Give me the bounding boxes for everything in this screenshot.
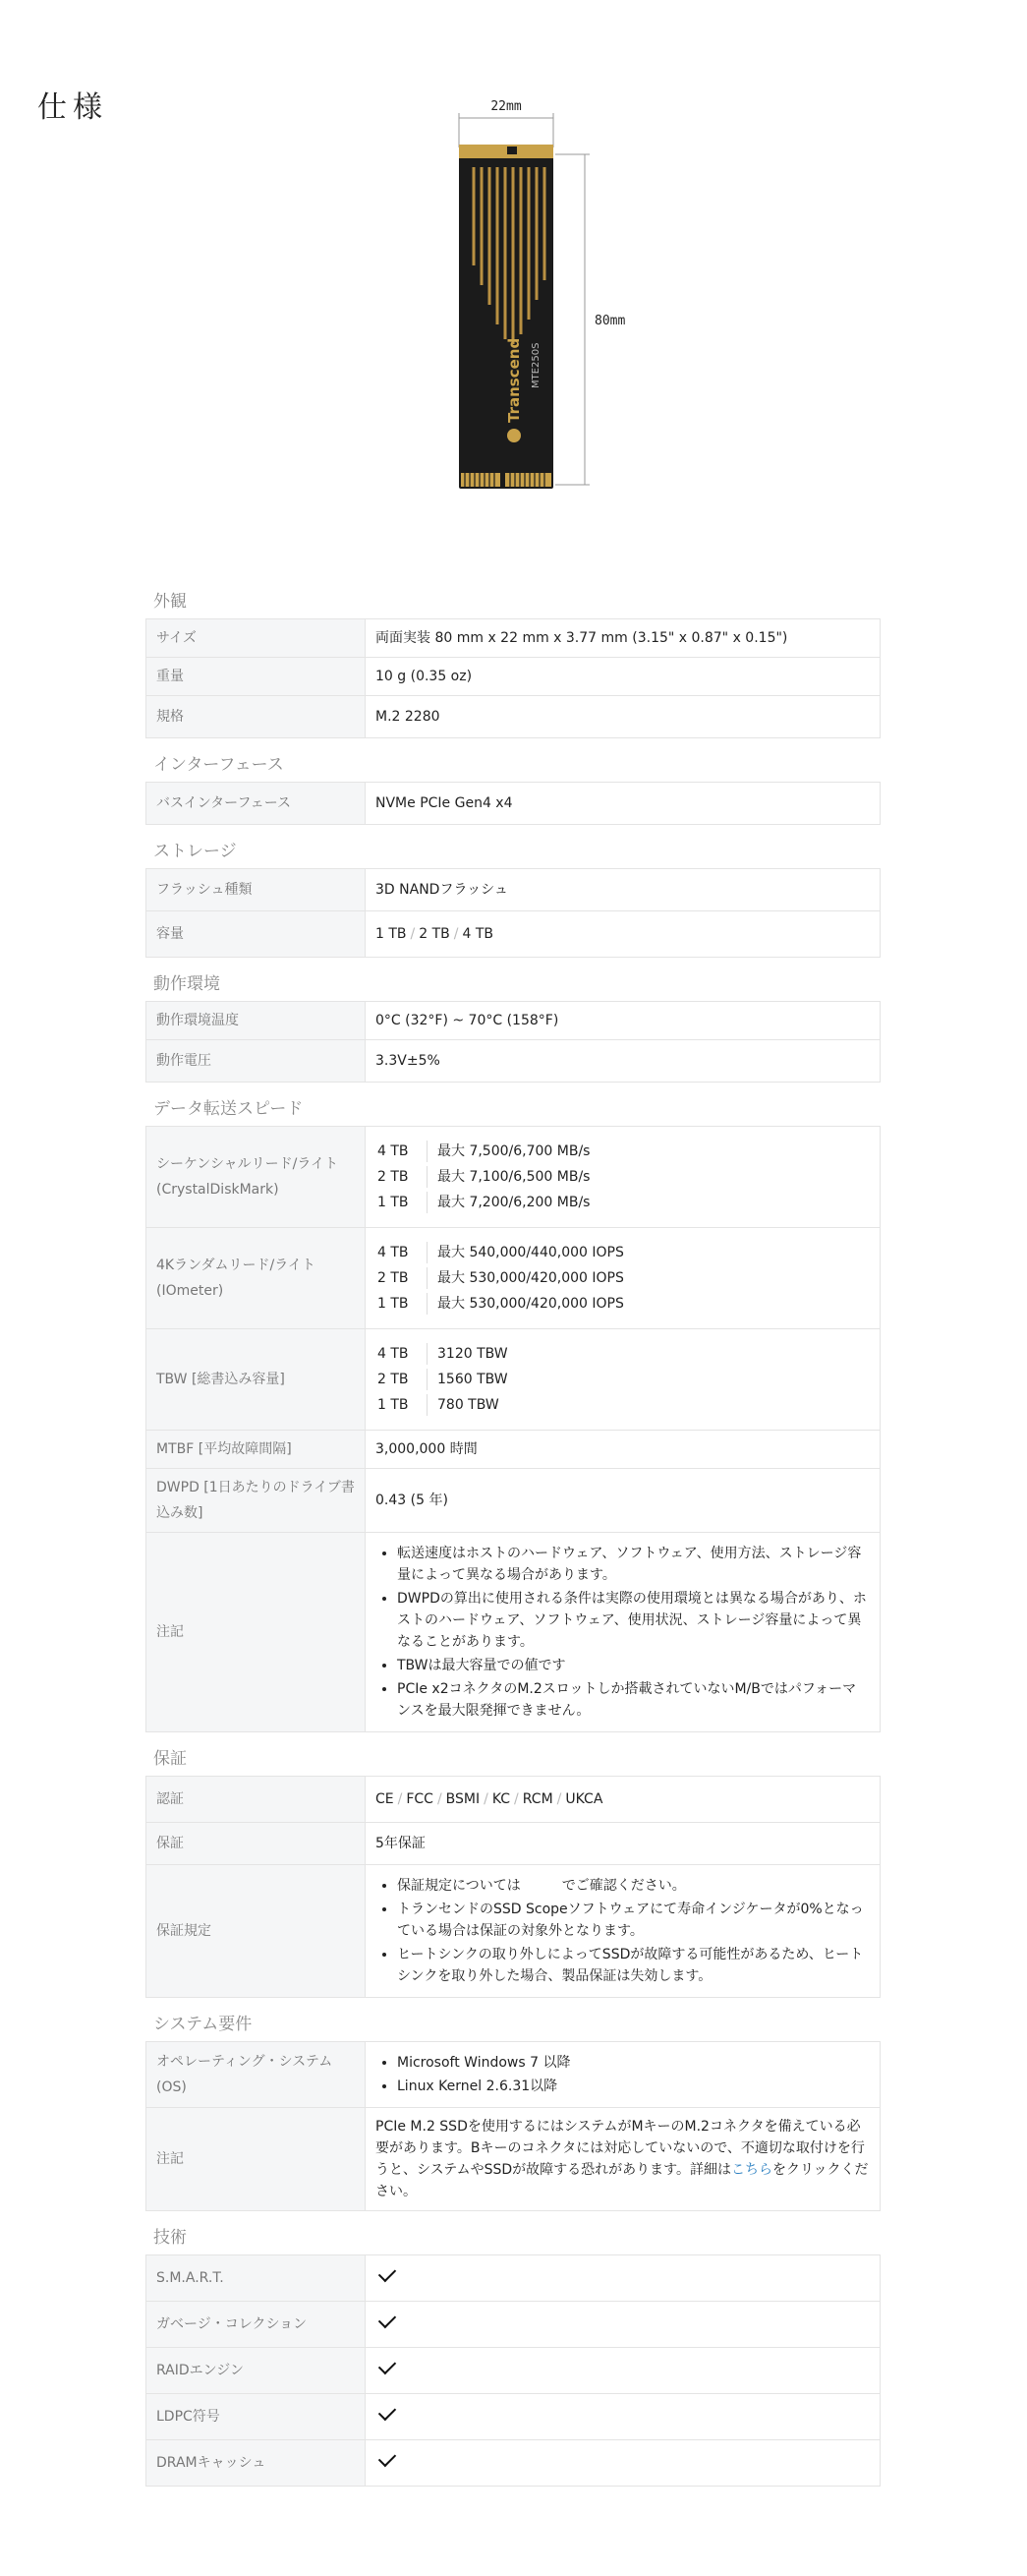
row-label: DRAMキャッシュ: [146, 2440, 366, 2487]
row-label: 保証規定: [146, 1865, 366, 1998]
row-label: 重量: [146, 658, 366, 696]
row-label: シーケンシャルリード/ライト (CrystalDiskMark): [146, 1127, 366, 1228]
row-label: MTBF [平均故障間隔]: [146, 1431, 366, 1469]
speed-notes-list: [375, 1543, 870, 1722]
table-row: [146, 1865, 881, 1998]
table-row: [146, 1533, 881, 1732]
row-label: サイズ: [146, 619, 366, 658]
table-row: [146, 1823, 881, 1865]
table-row: [146, 1040, 881, 1083]
section-title-technology: 技術: [153, 2228, 187, 2248]
row-label: TBW [総書込み容量]: [146, 1329, 366, 1431]
check-icon: [378, 2264, 396, 2282]
table-row: [146, 1127, 881, 1228]
row-label: 保証: [146, 1823, 366, 1865]
table-row: [146, 2440, 881, 2487]
row-label: 規格: [146, 696, 366, 738]
table-row: [146, 2348, 881, 2394]
row-label: ガベージ・コレクション: [146, 2302, 366, 2348]
list-item: • PCIe x2コネクタのM.2スロットしか搭載されていないM/Bではパフォーマンスを最大限発揮できません。: [397, 1678, 870, 1722]
list-item: • 転送速度はホストのハードウェア、ソフトウェア、使用方法、ストレージ容量によって異なる場合があります。: [397, 1543, 870, 1586]
row-label: S.M.A.R.T.: [146, 2255, 366, 2302]
section-title-environment: 動作環境: [153, 974, 220, 994]
table-row: [146, 2394, 881, 2440]
row-value: 10 g (0.35 oz): [366, 658, 881, 696]
table-row: [146, 2108, 881, 2211]
table-warranty: [145, 1776, 881, 1998]
row-value: 5年保証: [366, 1823, 881, 1865]
brand-logo: Transcend: [505, 337, 523, 423]
row-value: 3.3V±5%: [366, 1040, 881, 1083]
row-value: 両面実装 80 mm x 22 mm x 3.77 mm (3.15" x 0.87" x 0.15"): [366, 619, 881, 658]
row-value: 0°C (32°F) ~ 70°C (158°F): [366, 1002, 881, 1040]
row-value: 1 TB / 2 TB / 4 TB: [366, 911, 881, 958]
list-item: • TBWは最大容量での値です: [397, 1655, 870, 1676]
list-item: • DWPDの算出に使用される条件は実際の使用環境とは異なる場合があり、ホストのハードウェア、ソフトウェア、使用状況、ストレージ容量によって異なることがあります。: [397, 1588, 870, 1653]
table-technology: [145, 2254, 881, 2487]
row-label: 認証: [146, 1777, 366, 1823]
table-storage: [145, 868, 881, 958]
warranty-notes-list: [375, 1875, 870, 1987]
check-icon: [378, 2357, 396, 2374]
row-value: NVMe PCIe Gen4 x4: [366, 783, 881, 825]
capacity-4tb: 4 TB: [462, 926, 493, 942]
random-speed-list: 4 TB 最大 540,000/440,000 IOPS 2 TB 最大 530,000/420,000 IOPS 1 TB 最大 530,000/420,000 IOPS: [375, 1238, 870, 1318]
tbw-list: 4 TB 3120 TBW 2 TB 1560 TBW 1 TB 780 TBW: [375, 1339, 870, 1420]
table-row: [146, 869, 881, 911]
row-value: 0.43 (5 年): [366, 1469, 881, 1533]
section-title-system: システム要件: [153, 2015, 253, 2034]
table-row: [146, 658, 881, 696]
section-title-exterior: 外観: [153, 592, 187, 612]
table-row: [146, 1469, 881, 1533]
row-value: M.2 2280: [366, 696, 881, 738]
row-label: 注記: [146, 1533, 366, 1732]
table-system: [145, 2041, 881, 2211]
row-value: CE / FCC / BSMI / KC / RCM / UKCA: [366, 1777, 881, 1823]
table-environment: [145, 1001, 881, 1083]
row-label: 容量: [146, 911, 366, 958]
table-speed: [145, 1126, 881, 1732]
capacity-2tb: 2 TB: [419, 926, 450, 942]
list-item: • トランセンドのSSD Scopeソフトウェアにて寿命インジケータが0%となっている場合は保証の対象外となります。: [397, 1899, 870, 1942]
spec-tables: [145, 585, 881, 2496]
row-value: 3,000,000 時間: [366, 1431, 881, 1469]
table-row: [146, 1431, 881, 1469]
table-row: [146, 1002, 881, 1040]
row-value: PCIe M.2 SSDを使用するにはシステムがMキーのM.2コネクタを備えている必要があります。Bキーのコネクタには対応していないので、不適切な取付けを行うと、システムやSSDが故障する恐れがあります。詳細はこちらをクリックください。: [366, 2108, 881, 2211]
list-item: • 保証規定については でご確認ください。: [397, 1875, 870, 1897]
capacity-1tb: 1 TB: [375, 926, 407, 942]
table-row: [146, 619, 881, 658]
list-item: • ヒートシンクの取り外しによってSSDが故障する可能性があるため、ヒートシンクを取り外した場合、製品保証は失効します。: [397, 1944, 870, 1987]
check-icon: [378, 2449, 396, 2467]
height-label: 80mm: [595, 314, 626, 328]
section-title-interface: インターフェース: [153, 755, 284, 775]
row-label: 動作環境温度: [146, 1002, 366, 1040]
table-row: [146, 1329, 881, 1431]
details-link[interactable]: こちら: [731, 2162, 773, 2178]
check-icon: [378, 2403, 396, 2421]
table-row: [146, 1228, 881, 1329]
list-item: • Linux Kernel 2.6.31以降: [397, 2076, 870, 2097]
product-image: [432, 93, 649, 506]
row-label: 注記: [146, 2108, 366, 2211]
table-interface: [145, 782, 881, 825]
table-row: [146, 2302, 881, 2348]
row-label: オペレーティング・システム (OS): [146, 2042, 366, 2108]
table-row: [146, 2255, 881, 2302]
row-label: RAIDエンジン: [146, 2348, 366, 2394]
row-label: LDPC符号: [146, 2394, 366, 2440]
table-row: [146, 2042, 881, 2108]
check-icon: [378, 2311, 396, 2328]
table-row: [146, 696, 881, 738]
row-label: フラッシュ種類: [146, 869, 366, 911]
seq-speed-list: 4 TB 最大 7,500/6,700 MB/s 2 TB 最大 7,100/6,500 MB/s 1 TB 最大 7,200/6,200 MB/s: [375, 1137, 870, 1217]
table-row: [146, 783, 881, 825]
model-label: MTE250S: [531, 342, 542, 388]
width-label: 22mm: [490, 99, 522, 114]
table-row: [146, 911, 881, 958]
row-label: DWPD [1日あたりのドライブ書込み数]: [146, 1469, 366, 1533]
table-row: [146, 1777, 881, 1823]
row-value: 3D NANDフラッシュ: [366, 869, 881, 911]
list-item: • Microsoft Windows 7 以降: [397, 2052, 870, 2074]
section-title-storage: ストレージ: [153, 842, 237, 861]
row-label: バスインターフェース: [146, 783, 366, 825]
os-list: [375, 2052, 870, 2097]
row-label: 4Kランダムリード/ライト (IOmeter): [146, 1228, 366, 1329]
row-label: 動作電圧: [146, 1040, 366, 1083]
section-title-warranty: 保証: [153, 1749, 187, 1769]
table-exterior: [145, 618, 881, 738]
section-title-speed: データ転送スピード: [153, 1099, 304, 1119]
page-title: 仕様: [37, 90, 108, 125]
